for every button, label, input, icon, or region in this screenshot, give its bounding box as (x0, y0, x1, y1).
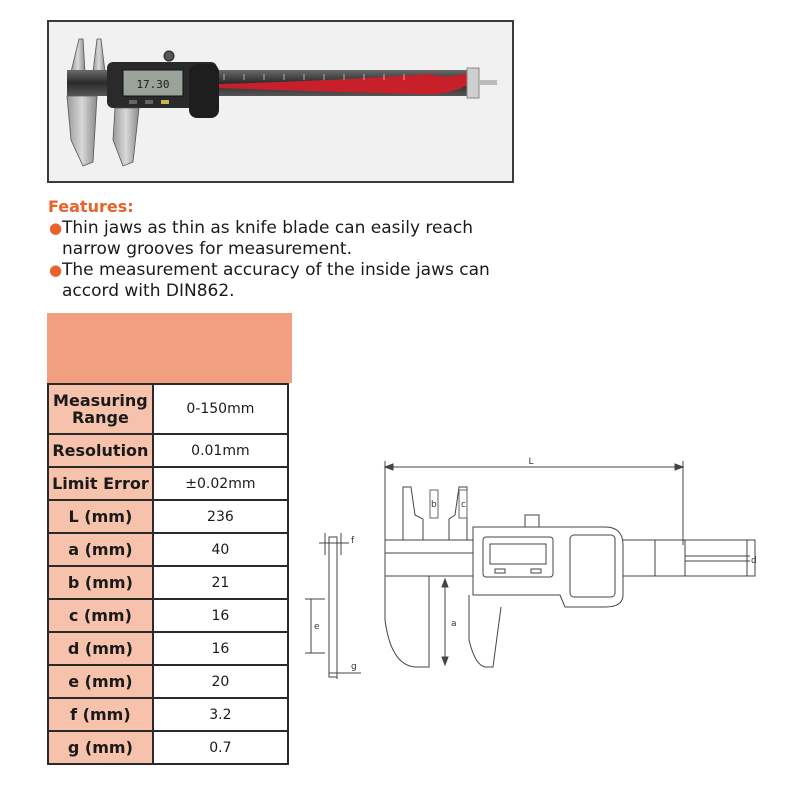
spec-value: 21 (153, 566, 288, 599)
table-row (48, 566, 288, 599)
table-row (48, 500, 288, 533)
spec-value: ±0.02mm (153, 467, 288, 500)
spec-value: 236 (153, 500, 288, 533)
table-row (48, 384, 288, 434)
spec-label: g (mm) (48, 731, 153, 764)
dimension-drawing (305, 455, 765, 695)
spec-value: 0.01mm (153, 434, 288, 467)
table-row (48, 731, 288, 764)
spec-value: 40 (153, 533, 288, 566)
label-d: d (751, 556, 757, 566)
lcd-reading: 17.30 (136, 78, 170, 91)
label-g: g (351, 662, 357, 672)
spec-label: c (mm) (48, 599, 153, 632)
bullet-icon: ● (49, 219, 63, 237)
spec-value: 0.7 (153, 731, 288, 764)
spec-value: 3.2 (153, 698, 288, 731)
table-row (48, 698, 288, 731)
bullet-icon: ● (49, 261, 63, 279)
feature-text: The measurement accuracy of the inside jaws can accord with DIN862. (62, 260, 490, 301)
features-title: Features: (48, 197, 134, 216)
feature-item (48, 260, 518, 302)
feature-text: Thin jaws as thin as knife blade can easily reach narrow grooves for measurement. (62, 218, 474, 259)
spec-label: Resolution (48, 434, 153, 467)
product-photo (47, 20, 514, 183)
table-row (48, 599, 288, 632)
spec-value: 0-150mm (153, 384, 288, 434)
label-f: f (351, 536, 355, 546)
label-c: c (461, 500, 466, 510)
spec-value: 16 (153, 632, 288, 665)
spec-label: e (mm) (48, 665, 153, 698)
spec-label: f (mm) (48, 698, 153, 731)
label-a: a (451, 619, 457, 629)
spec-value: 16 (153, 599, 288, 632)
spec-label: Measuring Range (48, 384, 153, 434)
spec-value: 20 (153, 665, 288, 698)
table-row (48, 434, 288, 467)
label-b: b (431, 500, 437, 510)
spec-label: a (mm) (48, 533, 153, 566)
features-list (48, 218, 518, 302)
digital-caliper-image (49, 22, 512, 181)
spec-table-body (47, 383, 289, 765)
label-e: e (314, 622, 320, 632)
spec-label: L (mm) (48, 500, 153, 533)
table-row (48, 665, 288, 698)
table-row (48, 533, 288, 566)
feature-item (48, 218, 518, 260)
table-row (48, 632, 288, 665)
spec-label: b (mm) (48, 566, 153, 599)
spec-table-header (47, 313, 292, 383)
label-L: L (528, 457, 534, 467)
table-row (48, 467, 288, 500)
features-section (48, 198, 518, 302)
spec-label: Limit Error (48, 467, 153, 500)
spec-label: d (mm) (48, 632, 153, 665)
